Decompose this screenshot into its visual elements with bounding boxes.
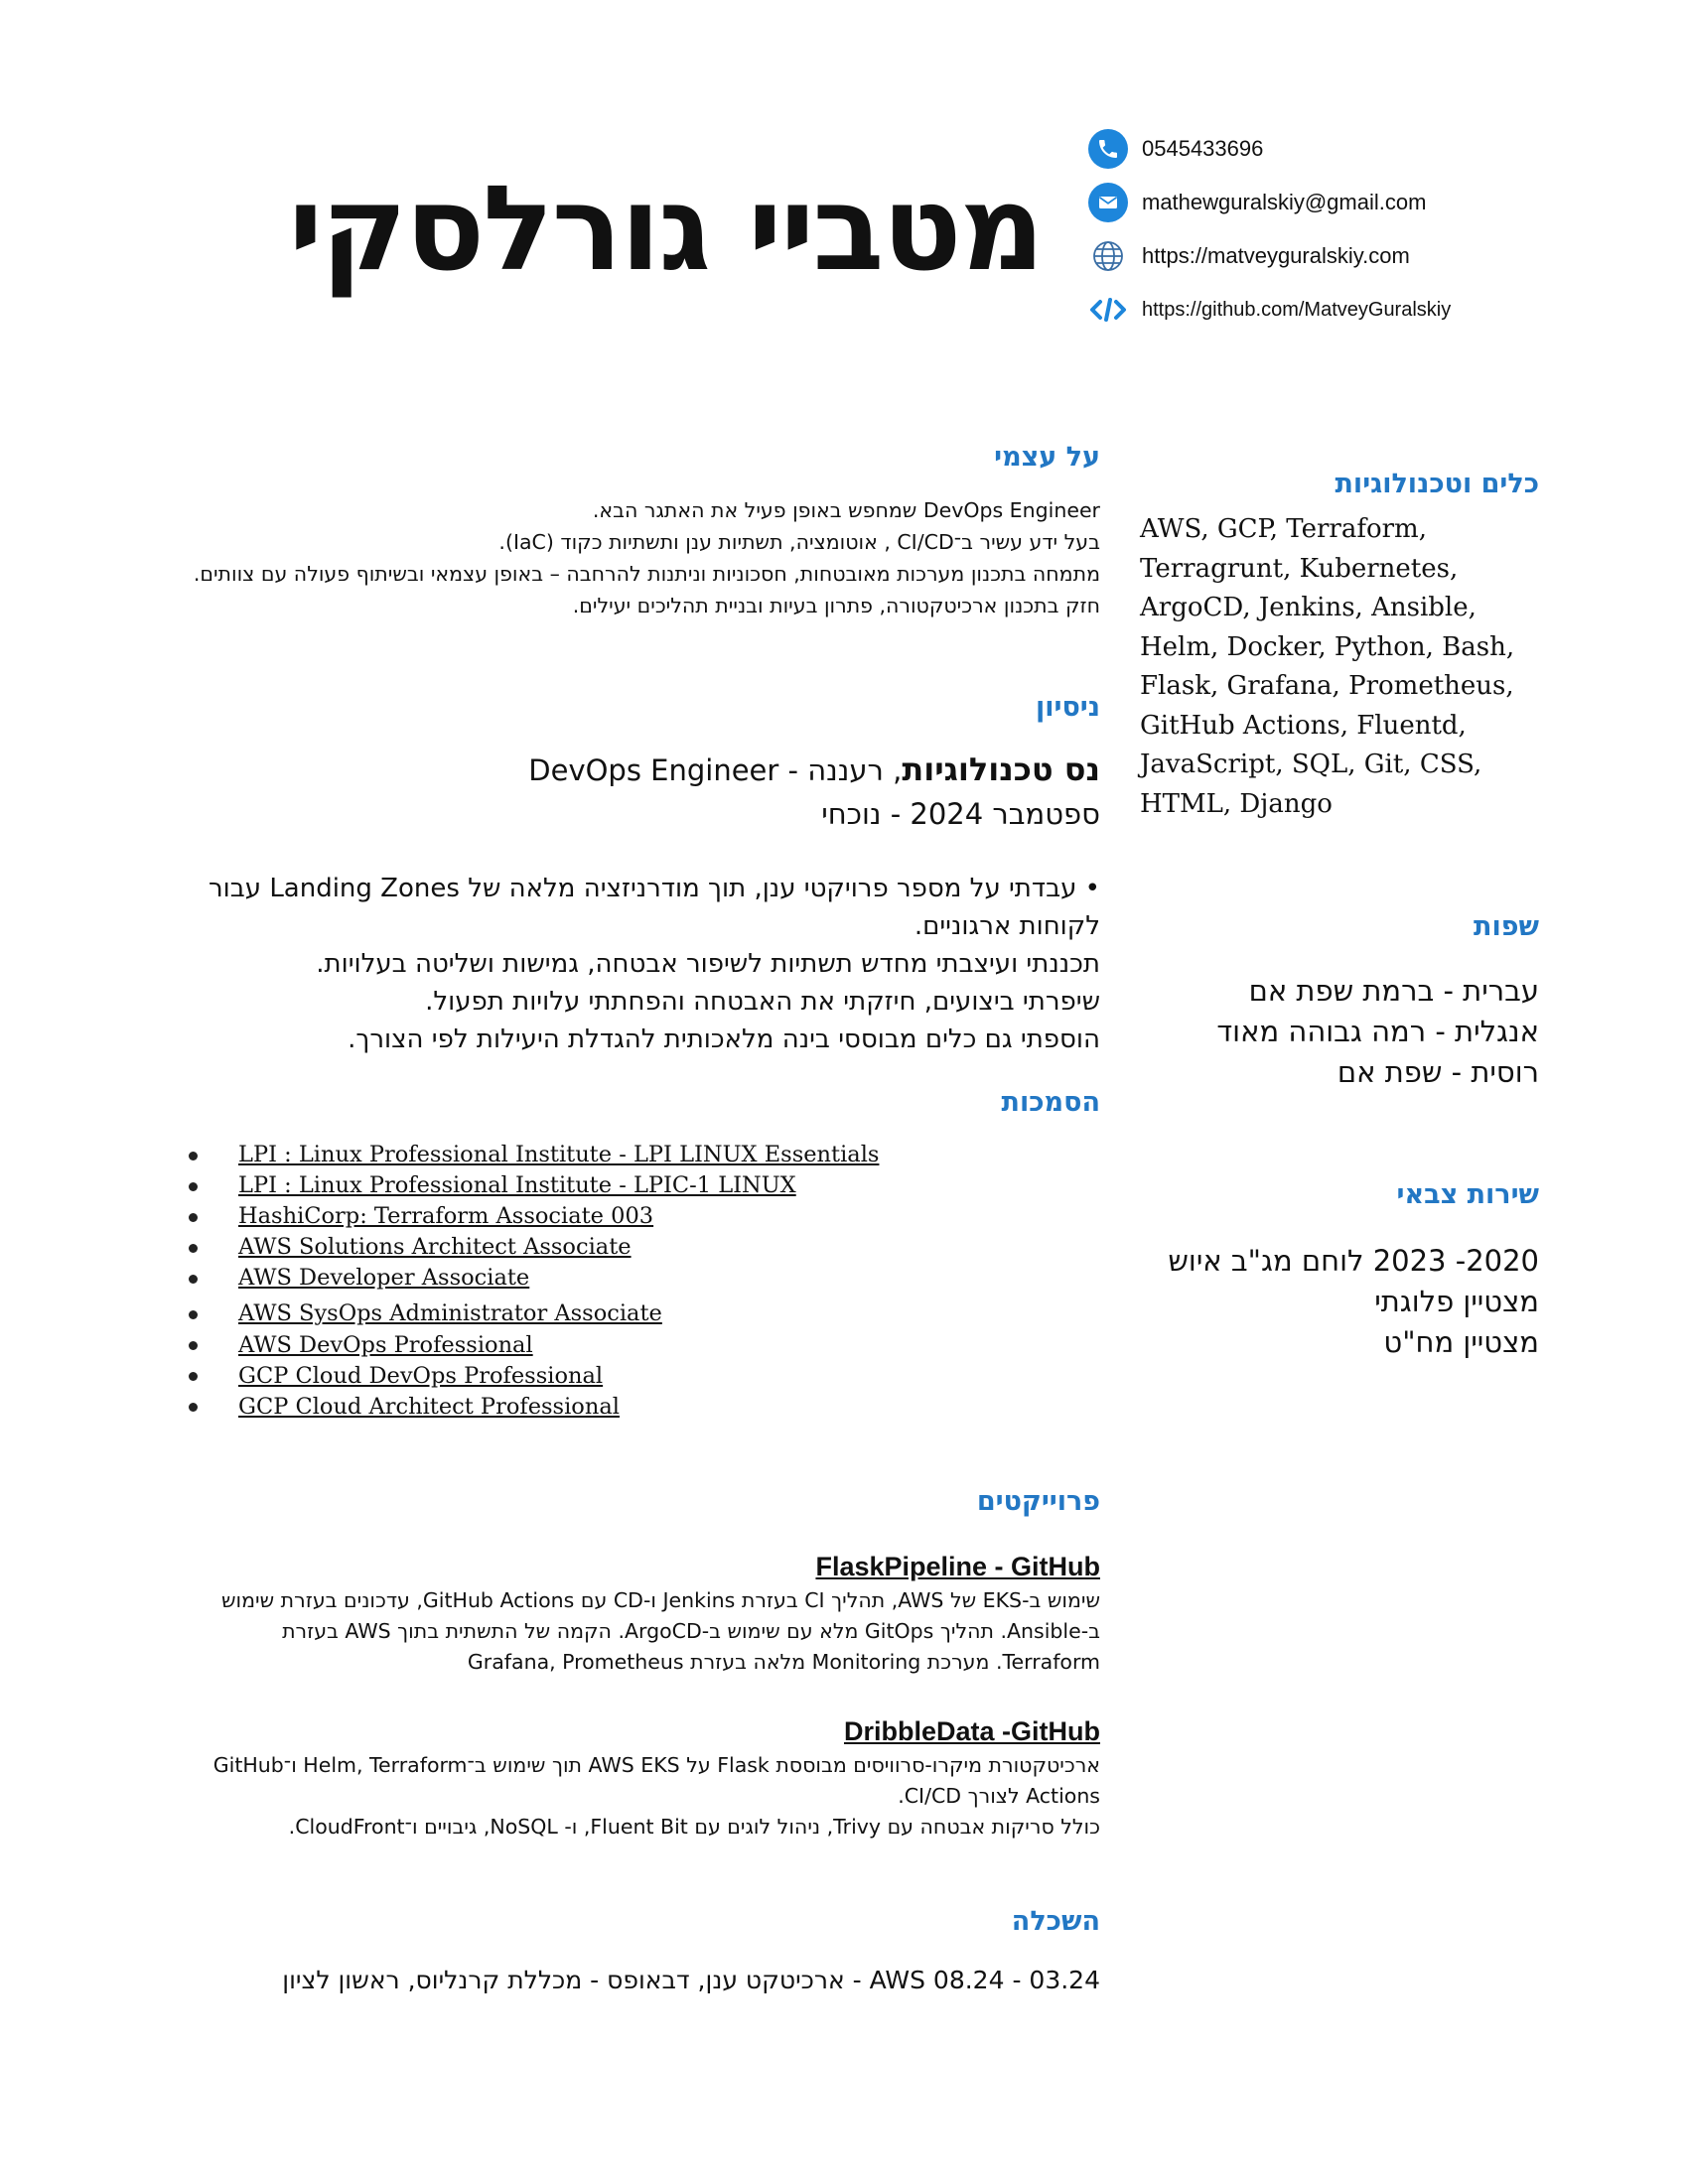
skills-line: GitHub Actions, Fluentd, — [1140, 710, 1467, 741]
experience-line: • עבדתי על מספר פרויקטי ענן, תוך מודרניזציה מלאה של Landing Zones עבור — [208, 874, 1100, 903]
certification-link[interactable]: LPI : Linux Professional Institute - LPI LINUX Essentials — [238, 1142, 880, 1167]
skills-heading: כלים וטכנולוגיות — [1335, 469, 1539, 499]
list-item — [189, 1140, 884, 1170]
skills-line: Flask, Grafana, Prometheus, — [1140, 671, 1514, 701]
certification-link[interactable]: LPI : Linux Professional Institute - LPIC-1 LINUX — [238, 1172, 796, 1198]
list-item — [189, 1201, 884, 1232]
list-item — [189, 1327, 884, 1358]
bullet — [189, 1275, 198, 1284]
about-line: מתמחה בתכנון מערכות מאובטחות, חסכוניות וניתנות להרחבה – באופן עצמאי ובשיתוף פעולה עם צוותים. — [193, 562, 1100, 586]
language-item: אנגלית - רמה גבוהה מאוד — [1216, 1015, 1539, 1048]
military-item: מצטיין מח"ט — [1383, 1325, 1539, 1359]
globe-icon — [1088, 236, 1128, 276]
skills-line: JavaScript, SQL, Git, CSS, — [1140, 750, 1482, 779]
certification-link[interactable]: GCP Cloud DevOps Professional — [238, 1363, 604, 1389]
bullet — [189, 1310, 198, 1319]
project-line: שימוש ב-EKS של AWS, תהליך CI בעזרת Jenkins ו-CD עם GitHub Actions, עדכונים בעזרת שימוש — [221, 1588, 1100, 1612]
experience-role: , רעננה - DevOps Engineer — [528, 753, 903, 787]
list-item — [189, 1263, 884, 1294]
bullet — [189, 1403, 198, 1412]
experience-line: לקוחות ארגוניים. — [914, 911, 1100, 941]
email-address: mathewguralskiy@gmail.com — [1142, 190, 1427, 214]
experience-dates: ספטמבר 2024 - נוכחי — [821, 797, 1100, 831]
military-list — [1122, 1241, 1539, 1363]
project-title-flaskpipeline[interactable]: FlaskPipeline - GitHub — [815, 1552, 1100, 1581]
candidate-name: מטביי גורלסקי — [288, 160, 1043, 297]
list-item — [189, 1294, 884, 1327]
education-line: 03.24 - 08.24 AWS - ארכיטקט ענן, דבאופס - מכללת קרנליוס, ראשון לציון — [282, 1966, 1100, 1994]
contact-website[interactable] — [1088, 238, 1644, 274]
code-icon — [1088, 290, 1128, 330]
bullet — [189, 1152, 198, 1160]
military-heading: שירות צבאי — [1396, 1179, 1539, 1210]
project-line: כולל סריקות אבטחה עם Trivy, ניהול לוגים עם Fluent Bit, ו- NoSQL, גיבויים ו־CloudFront. — [288, 1815, 1100, 1839]
project-line: ב-Ansible. תהליך GitOps מלא עם שימוש ב-ArgoCD. הקמה של התשתית בתוך AWS בעזרת — [282, 1619, 1100, 1643]
language-item: עברית - ברמת שפת אם — [1248, 974, 1539, 1008]
github-url: https://github.com/MatveyGuralskiy — [1142, 298, 1452, 321]
bullet — [189, 1182, 198, 1191]
languages-heading: שפות — [1474, 911, 1539, 942]
experience-line: תכננתי ועיצבתי מחדש תשתיות לשיפור אבטחה, גמישות ושליטה בעלויות. — [316, 949, 1100, 979]
about-line: חזק בתכנון ארכיטקטורה, פתרון בעיות ובניית תהליכים יעילים. — [572, 594, 1100, 617]
certifications-heading: הסמכות — [1001, 1087, 1100, 1118]
skills-line: Helm, Docker, Python, Bash, — [1140, 631, 1515, 662]
list-item — [189, 1170, 884, 1201]
bullet — [189, 1213, 198, 1222]
skills-list — [1140, 510, 1557, 824]
skills-line: Terragrunt, Kubernetes, — [1140, 553, 1459, 584]
skills-line: HTML, Django — [1140, 788, 1333, 819]
skills-line: AWS, GCP, Terraform, — [1140, 514, 1427, 544]
project-line: ארכיטקטורת מיקרו-סרוויסים מבוססת Flask על AWS EKS תוך שימוש ב־Helm, Terraform ו־GitHub — [212, 1753, 1100, 1777]
contact-email[interactable] — [1088, 185, 1644, 220]
bullet — [189, 1372, 198, 1381]
contact-github[interactable] — [1088, 292, 1644, 328]
certification-link[interactable]: AWS DevOps Professional — [238, 1332, 533, 1358]
languages-list — [1122, 971, 1539, 1093]
experience-title — [528, 750, 1100, 790]
about-line: בעל ידע עשיר ב־CI/CD , אוטומציה, תשתיות ענן ותשתיות כקוד (IaC). — [498, 530, 1100, 554]
project-description — [157, 1750, 1100, 1843]
certification-link[interactable]: HashiCorp: Terraform Associate 003 — [238, 1203, 654, 1229]
military-item: מצטיין פלוגתי — [1374, 1285, 1539, 1318]
certifications-list — [189, 1140, 884, 1420]
language-item: רוסית - שפת אם — [1336, 1055, 1539, 1089]
project-title-dribbledata[interactable]: DribbleData -GitHub — [843, 1716, 1100, 1746]
project-description — [157, 1585, 1100, 1678]
list-item — [189, 1232, 884, 1263]
bullet — [189, 1341, 198, 1350]
projects-heading: פרוייקטים — [976, 1486, 1100, 1517]
certification-link[interactable]: GCP Cloud Architect Professional — [238, 1394, 620, 1420]
phone-icon — [1088, 129, 1128, 169]
email-icon — [1088, 183, 1128, 222]
military-item: 2020- 2023 לוחם מג"ב איוש — [1168, 1244, 1539, 1278]
skills-line: ArgoCD, Jenkins, Ansible, — [1140, 593, 1477, 622]
phone-number: 0545433696 — [1142, 136, 1264, 161]
experience-line: שיפרתי ביצועים, חיזקתי את האבטחה והפחתתי עלויות תפעול. — [425, 987, 1100, 1017]
project-line: Actions לצורך CI/CD. — [898, 1784, 1100, 1808]
experience-heading: ניסיון — [1035, 692, 1100, 723]
about-heading: על עצמי — [994, 442, 1100, 473]
website-url: https://matveyguralskiy.com — [1142, 243, 1410, 268]
list-item — [189, 1389, 884, 1420]
certification-link[interactable]: AWS Solutions Architect Associate — [238, 1234, 632, 1260]
experience-line: הוספתי גם כלים מבוססי בינה מלאכותית להגדלת היעילות לפי הצורך. — [348, 1024, 1100, 1054]
bullet — [189, 1244, 198, 1253]
list-item — [189, 1358, 884, 1389]
experience-description — [167, 870, 1100, 1058]
company-name: נס טכנולוגיות — [902, 751, 1100, 788]
certification-link[interactable]: AWS SysOps Administrator Associate — [238, 1300, 662, 1326]
about-section — [157, 494, 1100, 621]
contact-phone[interactable] — [1088, 131, 1644, 167]
about-line: DevOps Engineer שמחפש באופן פעיל את האתגר הבא. — [592, 498, 1100, 522]
certification-link[interactable]: AWS Developer Associate — [238, 1265, 530, 1291]
project-line: Terraform. מערכת Monitoring מלאה בעזרת Grafana, Prometheus — [467, 1650, 1100, 1674]
education-heading: השכלה — [1011, 1906, 1100, 1937]
